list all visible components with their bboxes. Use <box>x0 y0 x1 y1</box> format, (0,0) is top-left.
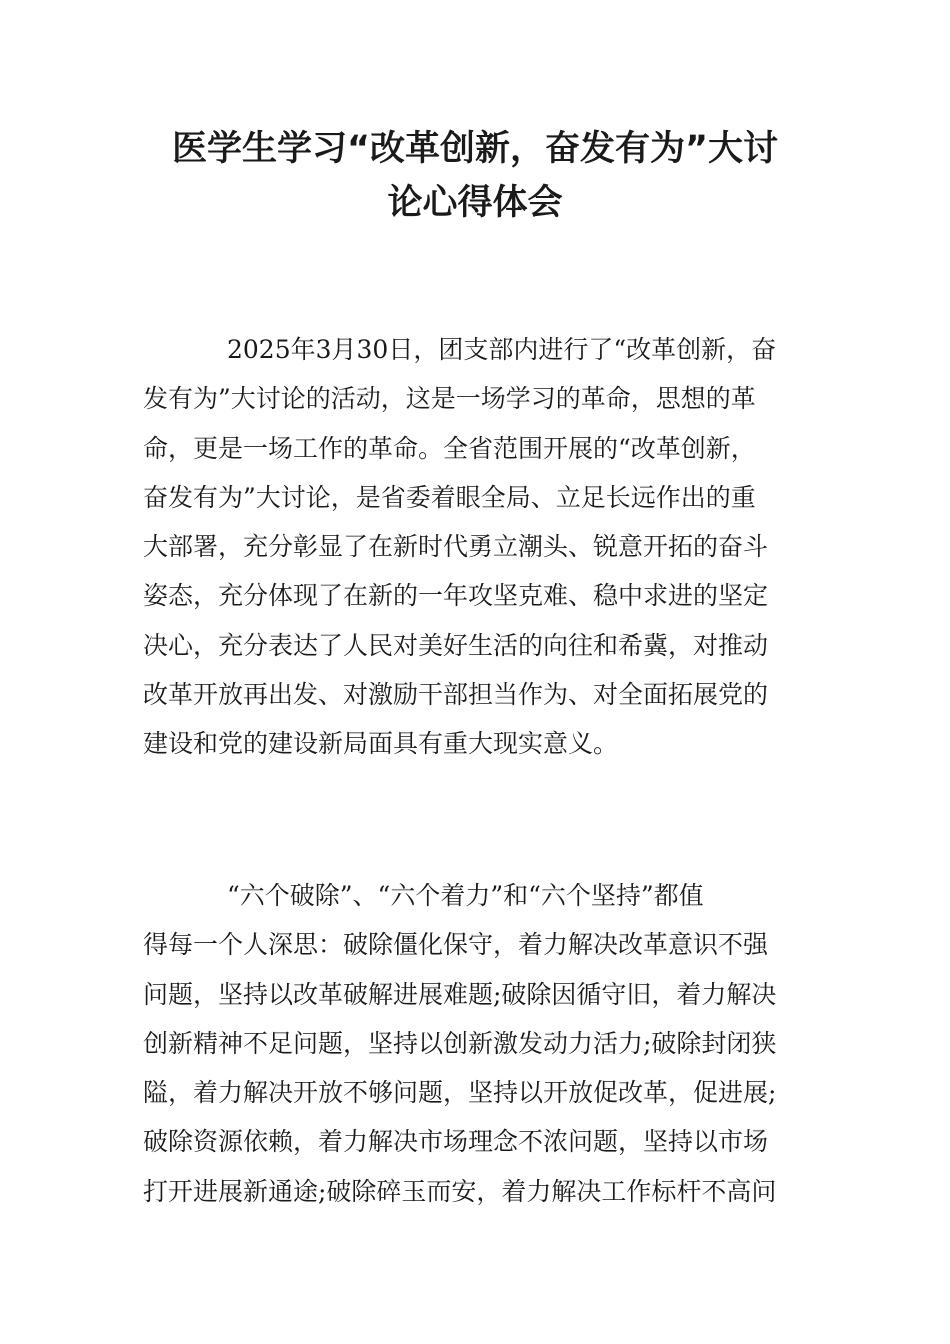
paragraph-line: 破除资源依赖，着力解决市场理念不浓问题，坚持以市场 <box>143 1127 769 1157</box>
title-line: 医学生学习“改革创新，奋发有为”大讨 <box>171 129 778 169</box>
paragraph-line: 得每一个人深思：破除僵化保守，着力解决改革意识不强 <box>143 930 769 960</box>
paragraph-line: 命，更是一场工作的革命。全省范围开展的“改革创新， <box>143 433 756 463</box>
paragraph-line: 打开进展新通途;破除碎玉而安，着力解决工作标杆不高问 <box>143 1176 777 1206</box>
paragraph-line: 建设和党的建设新局面具有重大现实意义。 <box>143 729 619 759</box>
paragraph-line: 2025年3月30日，团支部内进行了“改革创新，奋 <box>227 335 777 364</box>
paragraph-line: 奋发有为”大讨论，是省委着眼全局、立足长远作出的重 <box>143 482 756 512</box>
paragraph-line: 创新精神不足问题，坚持以创新激发动力活力;破除封闭狭 <box>143 1028 777 1058</box>
paragraph-line: 隘，着力解决开放不够问题，坚持以开放促改革，促进展; <box>143 1078 777 1108</box>
paragraph-line: 问题，坚持以改革破解进展难题;破除因循守旧，着力解决 <box>143 979 777 1009</box>
paragraph-line: 大部署，充分彰显了在新时代勇立潮头、锐意开拓的奋斗 <box>143 532 769 562</box>
document-title <box>120 122 830 230</box>
paragraph-line: 决心，充分表达了人民对美好生活的向往和希冀，对推动 <box>143 630 769 660</box>
paragraph-2 <box>143 871 805 1216</box>
paragraph-line: 改革开放再出发、对激励干部担当作为、对全面拓展党的 <box>143 680 769 710</box>
paragraph-1 <box>143 325 805 769</box>
paragraph-line: 姿态，充分体现了在新的一年攻坚克难、稳中求进的坚定 <box>143 581 769 611</box>
paragraph-line: 发有为”大讨论的活动，这是一场学习的革命，思想的革 <box>143 384 756 414</box>
title-line: 论心得体会 <box>387 183 563 223</box>
paragraph-line: “六个破除”、“六个着力”和“六个坚持”都值 <box>227 881 704 910</box>
